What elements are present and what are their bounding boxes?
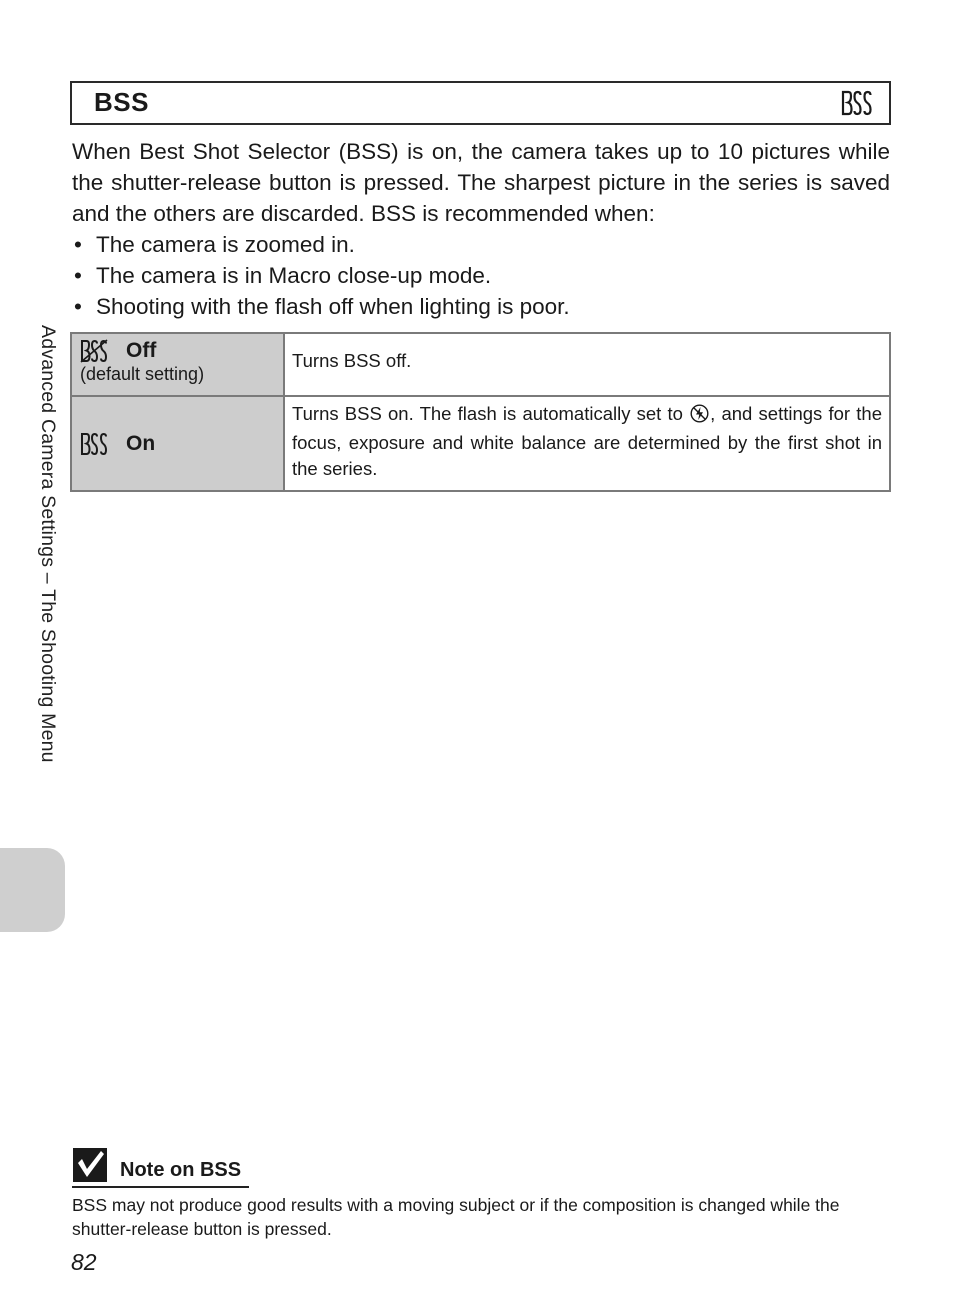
intro-paragraph: When Best Shot Selector (BSS) is on, the camera takes up to 10 pictures while the shutter-release button is pressed. The sharpest picture in the series is saved and the others are discarded. BSS is recommended when: [72, 139, 890, 226]
note-title: Note on BSS [120, 1159, 242, 1181]
section-header [70, 81, 891, 125]
bss-off-icon [80, 339, 108, 363]
settings-table [70, 332, 891, 492]
description-text: , and settings for the focus, exposure and white balance are determined by the first shot in the series. [292, 403, 882, 479]
list-item: • The camera is in Macro close-up mode. [72, 260, 890, 291]
bss-icon [841, 90, 873, 121]
list-item: • The camera is zoomed in. [72, 229, 890, 260]
default-setting-note: (default setting) [80, 364, 205, 384]
table-row-on [71, 396, 890, 491]
option-name-on: On [126, 431, 156, 455]
page-number: 82 [71, 1249, 97, 1275]
note-underline [72, 1186, 249, 1188]
chapter-side-label: Advanced Camera Settings – The Shooting Menu [37, 325, 59, 763]
flash-off-icon [690, 404, 709, 430]
recommendation-list [72, 229, 890, 322]
option-description-on [284, 396, 890, 491]
option-name-off: Off [126, 339, 157, 362]
note-heading [72, 1147, 252, 1187]
option-description-off: Turns BSS off. [284, 333, 890, 396]
option-cell-on [71, 396, 284, 491]
intro-section [72, 136, 890, 322]
table-row-off [71, 333, 890, 396]
option-cell-off [71, 333, 284, 396]
list-item: • Shooting with the flash off when lighting is poor. [72, 291, 890, 322]
bss-icon [80, 432, 108, 456]
chapter-tab [0, 848, 65, 932]
section-title: BSS [94, 87, 149, 117]
description-text: Turns BSS on. The flash is automatically set to [292, 403, 690, 424]
checkmark-icon [72, 1147, 108, 1188]
note-body: BSS may not produce good results with a moving subject or if the composition is changed while the shutter-release button is pressed. [72, 1195, 840, 1239]
